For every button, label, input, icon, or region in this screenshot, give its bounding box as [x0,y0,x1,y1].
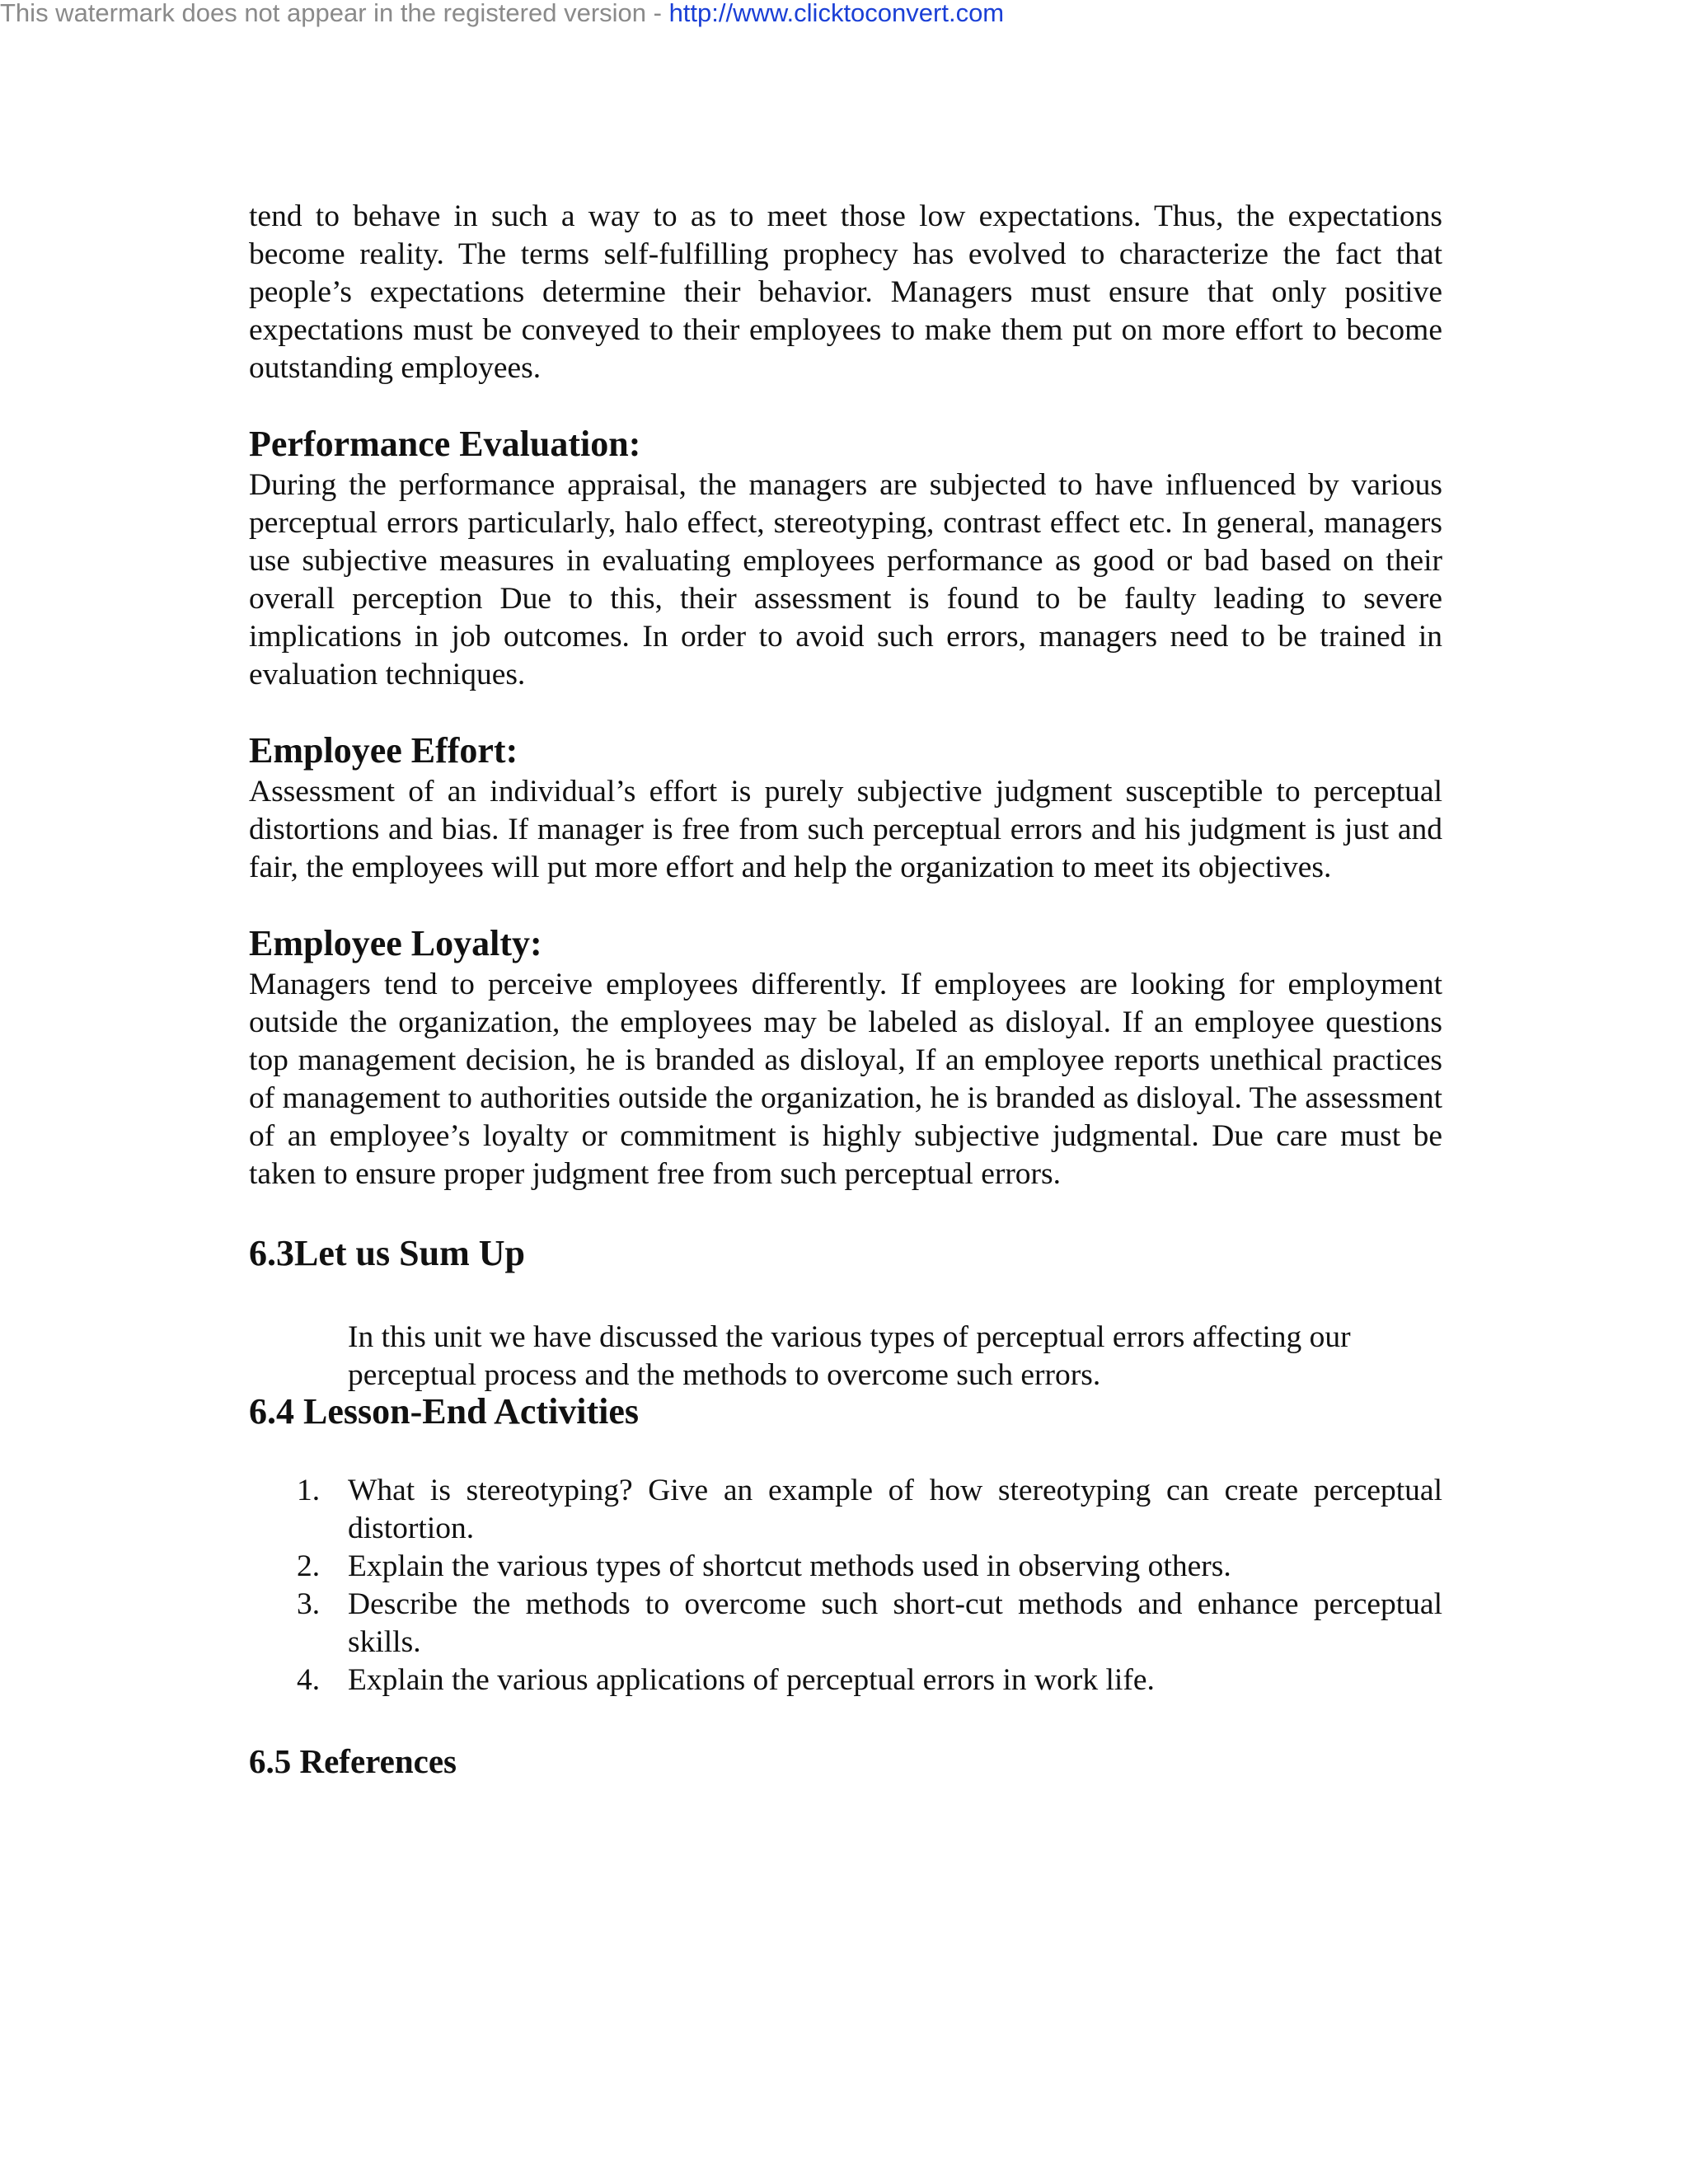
list-item-text: What is stereotyping? Give an example of how stereotyping can create perceptual distortion. [348,1474,1442,1545]
heading-employee-effort: Employee Effort: [249,730,518,771]
heading-employee-loyalty: Employee Loyalty: [249,923,542,963]
heading-lesson-end-activities: 6.4 Lesson-End Activities [249,1391,640,1432]
heading-sum-up: 6.3Let us Sum Up [249,1233,525,1273]
heading-performance-evaluation: Performance Evaluation: [249,424,641,464]
watermark-link[interactable]: http://www.clicktoconvert.com [668,0,1005,27]
list-item-text: Describe the methods to overcome such short-cut methods and enhance perceptual skills. [348,1587,1442,1659]
list-item [249,1548,1442,1586]
heading-references: 6.5 References [249,1742,457,1780]
list-item-number: 2. [297,1549,321,1583]
list-item-number: 4. [297,1663,321,1697]
list-item-number: 3. [297,1587,321,1621]
list-item [249,1472,1442,1548]
watermark-notice [0,0,1004,26]
page-content [249,198,1442,1783]
watermark-text: This watermark does not appear in the registered version - [0,0,669,27]
employee-loyalty-paragraph: Managers tend to perceive employees differently. If employees are looking for employment outside the organization, the employees may be labeled as disloyal. If an employee questions top management decision, he is branded as disloyal, If an employee reports unethical practices of management to authorities outside the organization, he is branded as disloyal. The assessment of an employee’s loyalty or commitment is highly subjective judgmental. Due care must be taken to ensure proper judgment free from such perceptual errors. [249,968,1442,1191]
list-item-text: Explain the various types of shortcut methods used in observing others. [348,1549,1231,1583]
list-item-number: 1. [297,1474,321,1507]
employee-effort-paragraph: Assessment of an individual’s effort is purely subjective judgment susceptible to perceptual distortions and bias. If manager is free from such perceptual errors and his judgment is just and fair, the employees will put more effort and help the organization to meet its objectives. [249,775,1442,884]
list-item-text: Explain the various applications of perceptual errors in work life. [348,1663,1155,1697]
activities-list [249,1472,1442,1699]
performance-evaluation-paragraph: During the performance appraisal, the managers are subjected to have influenced by various perceptual errors particularly, halo effect, stereotyping, contrast effect etc. In general, managers use subjective measures in evaluating employees performance as good or bad based on their overall perception Due to this, their assessment is found to be faulty leading to severe implications in job outcomes. In order to avoid such errors, managers need to be trained in evaluation techniques. [249,468,1442,691]
list-item [249,1661,1442,1699]
intro-paragraph: tend to behave in such a way to as to meet those low expectations. Thus, the expectations become reality. The terms self-fulfilling prophecy has evolved to characterize the fact that people’s expectations determine their behavior. Managers must ensure that only positive expectations must be conveyed to their employees to make them put on more effort to become outstanding employees. [249,199,1442,385]
sum-up-paragraph: In this unit we have discussed the various types of perceptual errors affecting our perceptual process and the methods to overcome such errors. [348,1320,1351,1392]
list-item [249,1586,1442,1661]
